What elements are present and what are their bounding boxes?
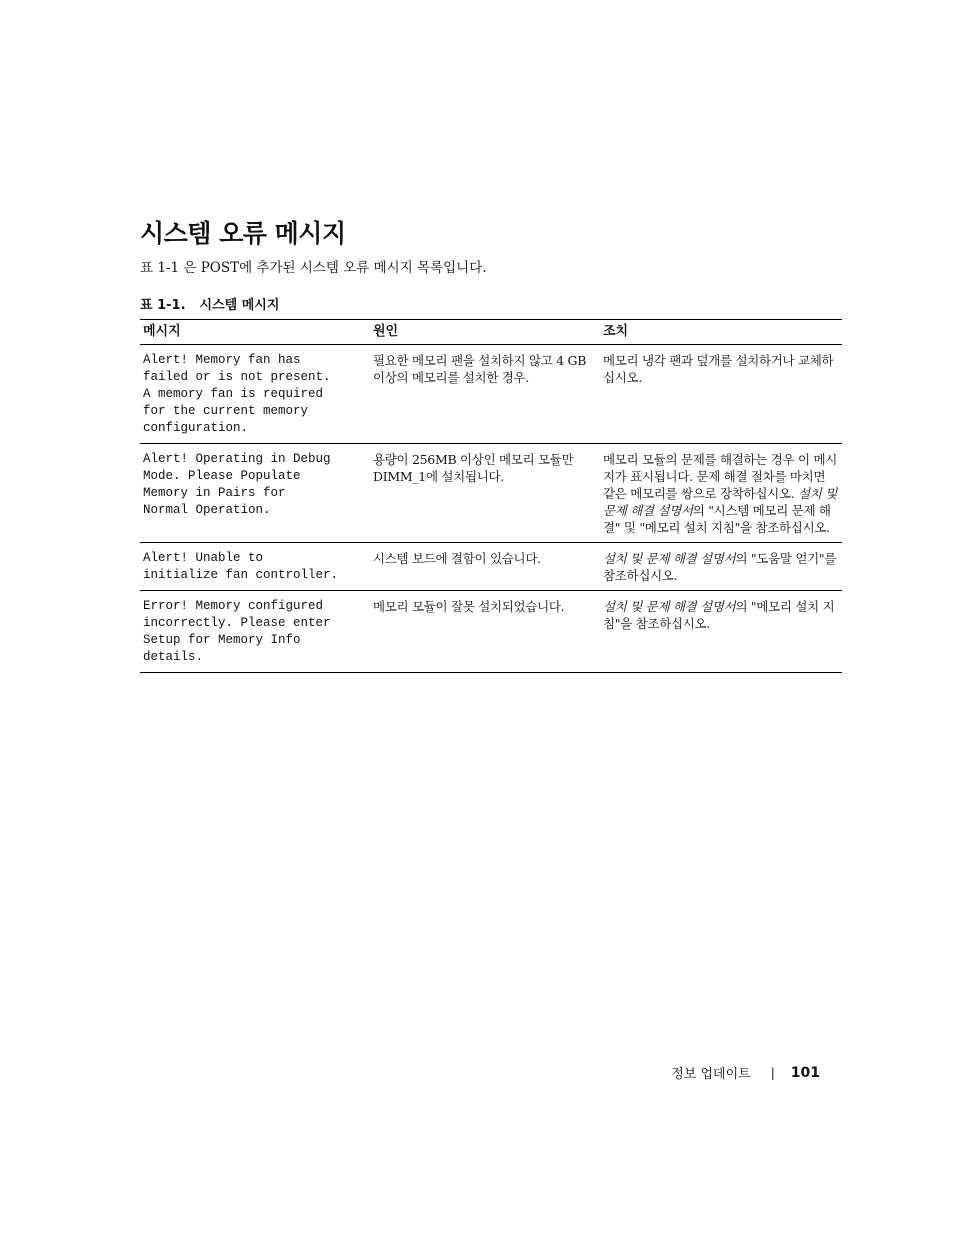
page-footer <box>671 1063 820 1082</box>
action-cell <box>600 543 842 591</box>
manual-title: 설치 및 문제 해결 설명서 <box>603 599 736 614</box>
action-text: 메모리 냉각 팬과 덮개를 설치하거나 교체하십시오. <box>603 353 834 385</box>
table-row <box>140 444 842 543</box>
cause-cell: 메모리 모듈이 잘못 설치되었습니다. <box>370 591 600 673</box>
page-title: 시스템 오류 메시지 <box>140 219 346 248</box>
message-cell: Alert! Unable to initialize fan controller. <box>140 543 370 591</box>
action-cell <box>600 345 842 444</box>
message-cell: Alert! Memory fan has failed or is not present. A memory fan is required for the current memory configuration. <box>140 345 370 444</box>
system-messages-table-wrap <box>140 319 842 673</box>
page-number: 101 <box>790 1064 820 1081</box>
action-text: 의 "시스템 메모리 문제 해결" 및 "메모리 설치 지침"을 참조하십시오. <box>603 503 831 535</box>
footer-separator: | <box>770 1065 775 1080</box>
message-cell: Alert! Operating in Debug Mode. Please Populate Memory in Pairs for Normal Operation. <box>140 444 370 543</box>
action-cell <box>600 591 842 673</box>
intro-text: 표 1-1 은 POST에 추가된 시스템 오류 메시지 목록입니다. <box>140 260 487 276</box>
table-caption <box>140 294 279 313</box>
header-message: 메시지 <box>140 320 370 345</box>
action-cell <box>600 444 842 543</box>
footer-section-title: 정보 업데이트 <box>671 1067 751 1082</box>
action-text: 의 "도움말 얻기"를 참조하십시오. <box>603 551 837 583</box>
table-caption-title: 시스템 메시지 <box>199 298 280 313</box>
cause-cell: 시스템 보드에 결함이 있습니다. <box>370 543 600 591</box>
table-header-row <box>140 320 842 345</box>
table-row <box>140 345 842 444</box>
action-text: 메모리 모듈의 문제를 해결하는 경우 이 메시지가 표시됩니다. 문제 해결 절차를 마치면 같은 메모리를 쌍으로 장착하십시오. <box>603 452 837 501</box>
table-row <box>140 591 842 673</box>
header-cause: 원인 <box>370 320 600 345</box>
table-caption-number: 표 1-1. <box>140 298 186 313</box>
cause-cell: 필요한 메모리 팬을 설치하지 않고 4 GB 이상의 메모리를 설치한 경우. <box>370 345 600 444</box>
manual-title: 설치 및 문제 해결 설명서 <box>603 486 837 518</box>
cause-cell: 용량이 256MB 이상인 메모리 모듈만 DIMM_1에 설치됩니다. <box>370 444 600 543</box>
manual-title: 설치 및 문제 해결 설명서 <box>603 551 736 566</box>
header-action: 조치 <box>600 320 842 345</box>
message-cell: Error! Memory configured incorrectly. Please enter Setup for Memory Info details. <box>140 591 370 673</box>
system-messages-table <box>140 319 842 673</box>
table-row <box>140 543 842 591</box>
action-text: 의 "메모리 설치 지침"을 참조하십시오. <box>603 599 835 631</box>
